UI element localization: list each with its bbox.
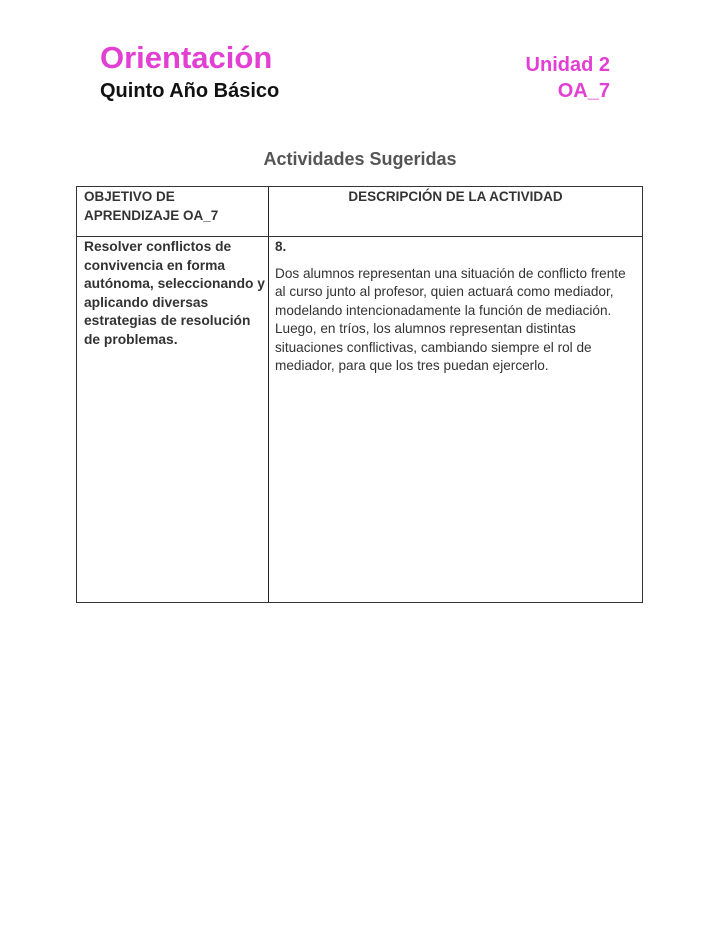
- column-header-description: DESCRIPCIÓN DE LA ACTIVIDAD: [348, 189, 563, 204]
- description-cell: [275, 238, 637, 376]
- column-divider: [268, 187, 269, 602]
- activities-table: [76, 186, 643, 603]
- oa-label: OA_7: [557, 80, 610, 102]
- column-header-objective: OBJETIVO DE APRENDIZAJE OA_7: [84, 189, 219, 223]
- unit-label: Unidad 2: [525, 54, 610, 76]
- objective-cell: Resolver conflictos de convivencia en forma autónoma, seleccionando y aplicando diversas estrategias de resolución de problemas.: [84, 239, 265, 347]
- grade-subtitle: Quinto Año Básico: [100, 80, 280, 102]
- header-divider: [77, 236, 642, 237]
- subject-title: Orientación: [100, 40, 273, 75]
- activity-number: 8.: [275, 239, 287, 254]
- section-title: Actividades Sugeridas: [263, 149, 457, 169]
- activity-description: Dos alumnos representan una situación de conflicto frente al curso junto al profesor, quien actuará como mediador, modelando intencionadamente la función de mediación. Luego, en tríos, los alumnos representan distintas situaciones conflictivas, cambiando siempre el rol de mediador, para que los tres puedan ejercerlo.: [275, 265, 626, 373]
